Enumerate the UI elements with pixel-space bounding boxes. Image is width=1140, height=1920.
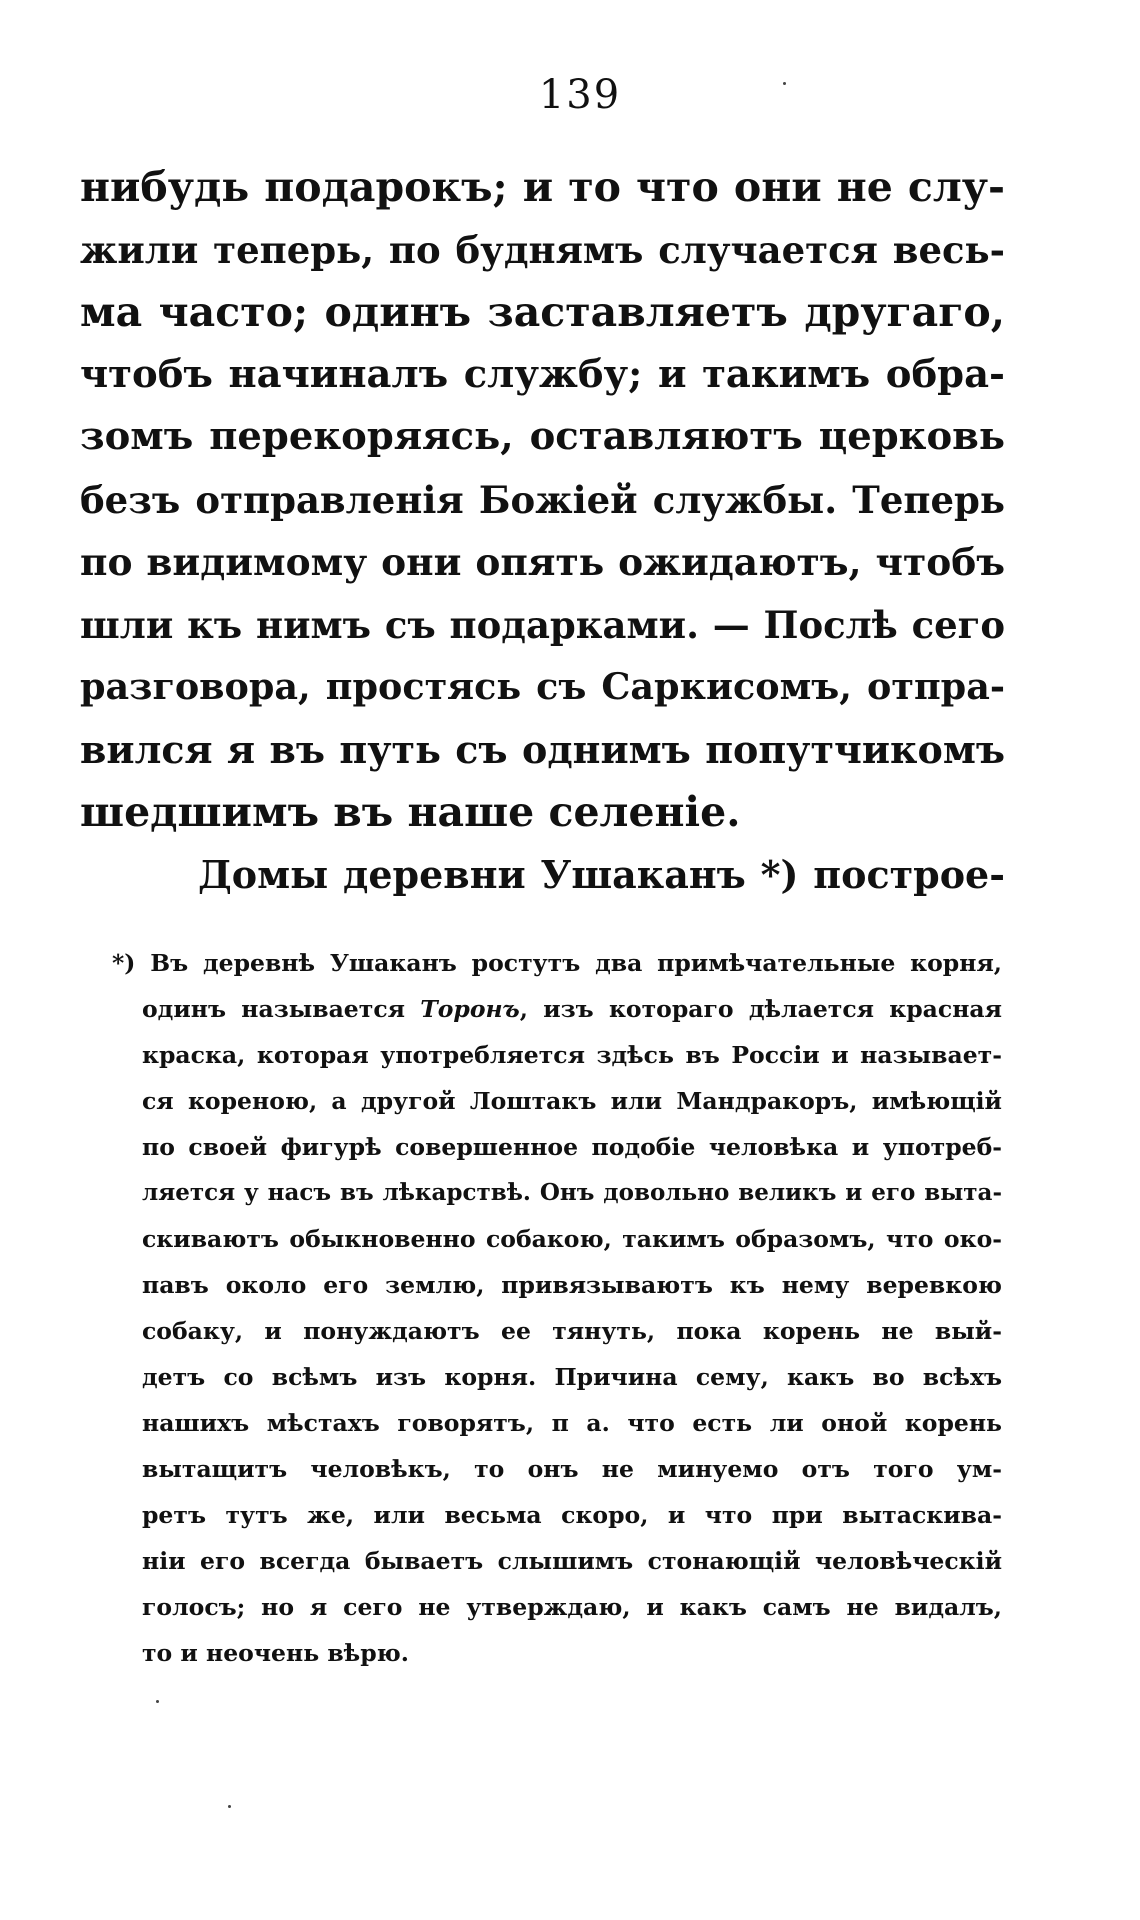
text-line: шли къ нимъ съ подарками. — Послѣ сего	[80, 602, 1005, 647]
footnote-line: ніи его всегда бываетъ слышимъ стонающій человѣческій	[142, 1547, 1002, 1575]
footnote-line: ся кореною, а другой Лоштакъ или Мандракоръ, имѣющій	[142, 1087, 1002, 1115]
text-line: жили теперь, по буднямъ случается весь-	[80, 227, 1005, 272]
footnote-line: ретъ тутъ же, или весьма скоро, и что при вытаскива-	[142, 1501, 1002, 1529]
text-line: безъ отправленія Божіей службы. Теперь	[80, 477, 1005, 522]
footnote	[112, 940, 1002, 1676]
footnote-line: вытащитъ человѣкъ, то онъ не минуемо отъ того ум-	[142, 1455, 1002, 1483]
footnote-text: , изъ котораго дѣлается красная	[519, 995, 1002, 1023]
footnote-line: нашихъ мѣстахъ говорятъ, п а. что есть ли оной корень	[142, 1409, 1002, 1437]
text-line: чтобъ начиналъ службу; и такимъ обра-	[80, 351, 1005, 397]
text-line: по видимому они опять ожидаютъ, чтобъ	[80, 540, 1005, 584]
footnote-italic-term: Торонъ	[420, 995, 520, 1023]
footnote-line: голосъ; но я сего не утверждаю, и какъ самъ не видалъ,	[142, 1593, 1002, 1621]
print-speck	[228, 1805, 231, 1808]
print-speck	[783, 82, 786, 85]
main-text	[80, 156, 1005, 906]
paragraph-start-line: Домы деревни Ушаканъ *) построе-	[198, 851, 1005, 897]
footnote-line: детъ со всѣмъ изъ корня. Причина сему, какъ во всѣхъ	[142, 1363, 1002, 1391]
text-line: шедшимъ въ наше селеніе.	[80, 788, 741, 836]
footnote-text: одинъ называется	[142, 995, 421, 1023]
text-line: вился я въ путь съ однимъ попутчикомъ	[80, 726, 1005, 772]
text-line: разговора, простясь съ Саркисомъ, отпра-	[80, 665, 1005, 708]
footnote-line: ляется у насъ въ лѣкарствѣ. Онъ довольно великъ и его выта-	[142, 1179, 1002, 1206]
footnote-line: собаку, и понуждаютъ ее тянуть, пока корень не вый-	[142, 1317, 1002, 1345]
footnote-line: по своей фигурѣ совершенное подобіе человѣка и употреб-	[142, 1133, 1002, 1161]
text-line: нибудь подарокъ; и то что они не слу-	[80, 163, 1005, 211]
footnote-line: скиваютъ обыкновенно собакою, такимъ образомъ, что око-	[142, 1225, 1002, 1253]
footnote-line: краска, которая употребляется здѣсь въ Россіи и называет-	[142, 1041, 1002, 1069]
print-speck	[156, 1700, 159, 1703]
footnote-line: *) Въ деревнѣ Ушаканъ ростутъ два примѣчательные корня,	[112, 949, 1002, 977]
text-line: ма часто; одинъ заставляетъ другаго,	[80, 288, 1005, 336]
text-line: зомъ перекоряясь, оставляютъ церковь	[80, 414, 1005, 459]
page-number: 139	[538, 72, 622, 118]
footnote-line: павъ около его землю, привязываютъ къ нему веревкою	[142, 1271, 1002, 1299]
footnote-line: то и неочень вѣрю.	[142, 1639, 409, 1667]
footnote-line	[112, 986, 1002, 1032]
